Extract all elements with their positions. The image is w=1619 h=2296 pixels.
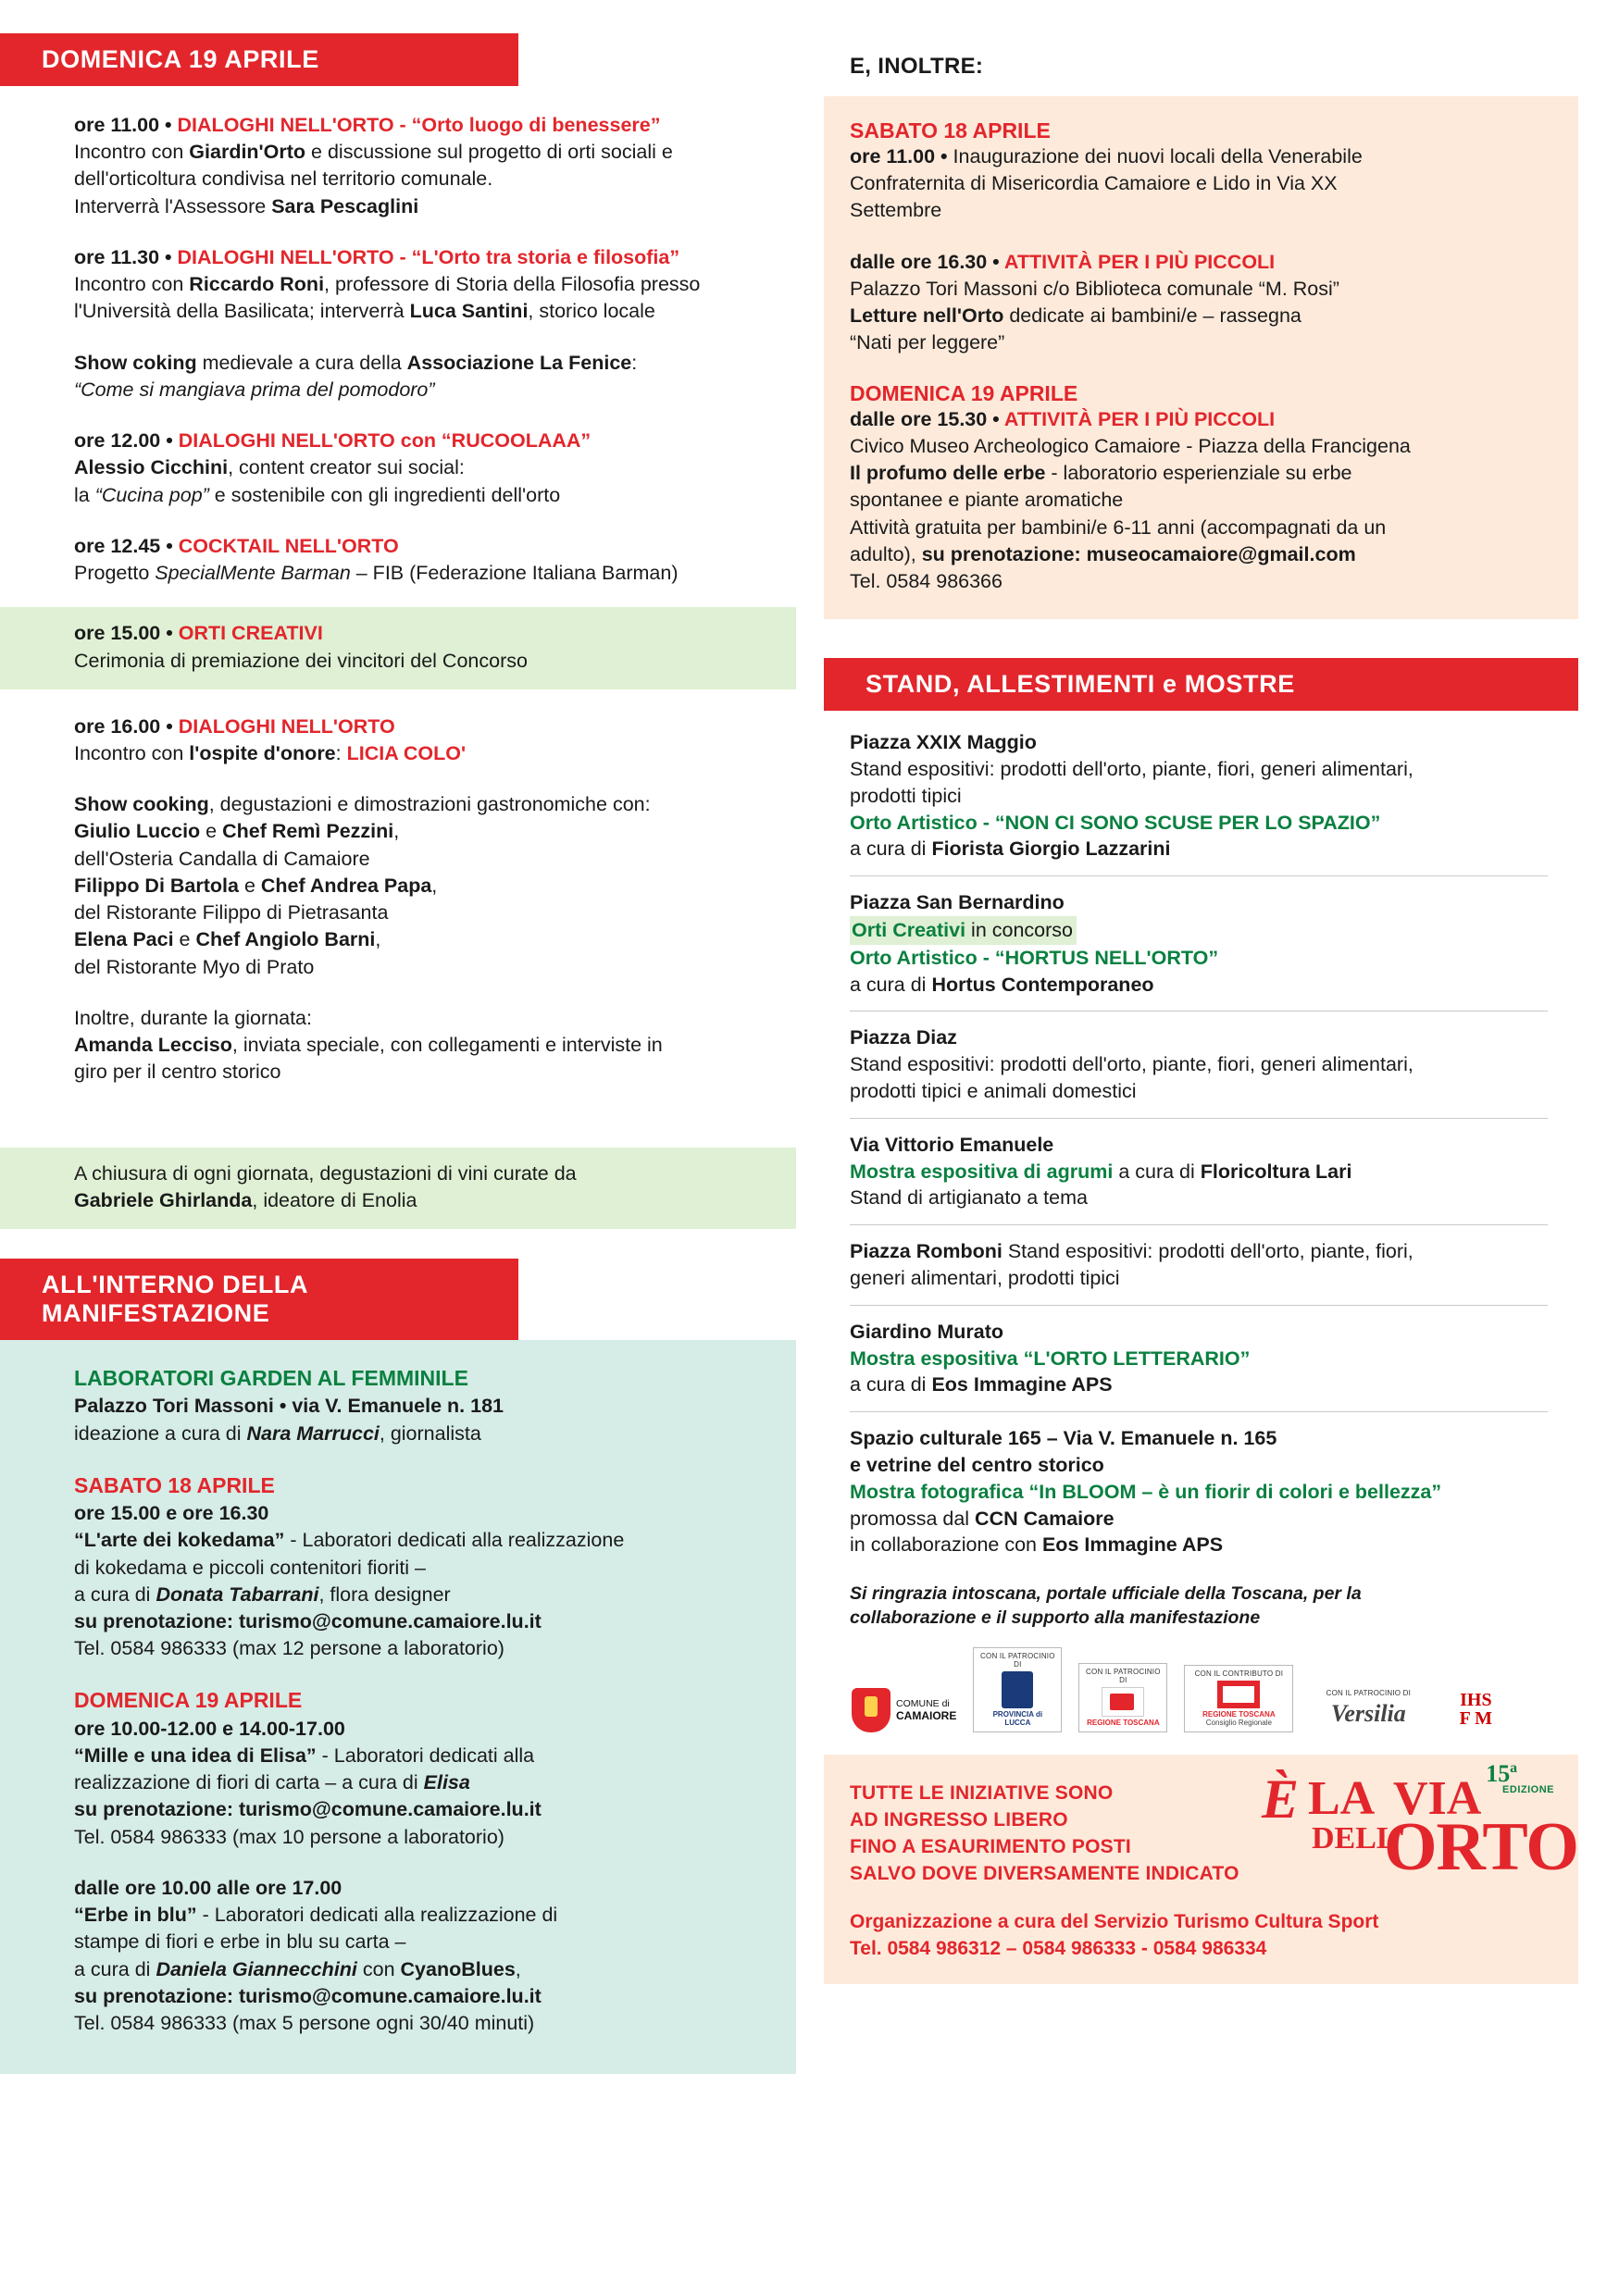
event-line: la “Cucina pop” e sostenibile con gli ingredienti dell'orto <box>74 483 561 506</box>
logo-misericordia <box>1443 1687 1508 1732</box>
logo-edition-label: EDIZIONE <box>1502 1783 1554 1795</box>
stand-entry <box>850 1238 1548 1292</box>
logo-regione-toscana: CON IL PATROCINIO DI REGIONE TOSCANA <box>1078 1663 1167 1732</box>
lab-line: Tel. 0584 986333 (max 10 persone a laboratorio) <box>74 1825 504 1848</box>
thanks-line: Si ringrazia intoscana, portale ufficiale della Toscana, per la <box>850 1583 1362 1605</box>
event-entry <box>74 350 759 403</box>
lab-line: dalle ore 10.00 alle ore 17.00 <box>74 1876 342 1899</box>
event-line: Show coking medievale a cura della Associazione La Fenice: <box>74 351 638 374</box>
laboratori-address: Palazzo Tori Massoni • via V. Emanuele n. 181 <box>74 1395 504 1418</box>
divider <box>850 1118 1548 1119</box>
event-line: Show cooking, degustazioni e dimostrazioni gastronomiche con: <box>74 793 651 816</box>
logo-e: È <box>1262 1768 1300 1830</box>
stand-line: Stand espositivi: prodotti dell'orto, piante, fiori, generi alimentari, <box>850 1053 1414 1076</box>
stand-line: Mostra espositiva di agrumi a cura di Floricoltura Lari <box>850 1160 1352 1183</box>
event-line: Incontro con Giardin'Orto e discussione sul progetto di orti sociali e <box>74 141 673 164</box>
lab-line: ore 10.00-12.00 e 14.00-17.00 <box>74 1717 345 1740</box>
laboratori-domenica-block <box>74 1716 759 1851</box>
heading-stand-allestimenti-mostre: STAND, ALLESTIMENTI e MOSTRE <box>824 658 1578 711</box>
stand-name: Piazza XXIX Maggio <box>850 731 1037 754</box>
event-line: Alessio Cicchini, content creator sui social: <box>74 456 465 479</box>
stand-line: generi alimentari, prodotti tipici <box>850 1267 1120 1290</box>
divider <box>850 1411 1548 1412</box>
logo-via: VIA <box>1393 1771 1482 1825</box>
stand-line: a cura di Fiorista Giorgio Lazzarini <box>850 838 1171 861</box>
event-line: Amanda Lecciso, inviata speciale, con collegamenti e interviste in <box>74 1034 663 1057</box>
vini-line: Gabriele Ghirlanda, ideatore di Enolia <box>74 1188 417 1211</box>
pegaso-icon <box>1102 1687 1144 1717</box>
stand-entry <box>850 1319 1548 1398</box>
divider <box>850 875 1548 876</box>
orti-creativi-time: ore 15.00 • <box>74 622 179 645</box>
inoltre-line: ore 11.00 • Inaugurazione dei nuovi locali della Venerabile <box>850 145 1363 168</box>
logo-provincia-caption: CON IL PATROCINIO DI <box>980 1651 1055 1669</box>
inoltre-line: spontanee e piante aromatiche <box>850 489 1124 512</box>
inoltre-line: Tel. 0584 986366 <box>850 570 1003 593</box>
logo-versilia <box>1310 1685 1426 1732</box>
inoltre-sabato-title: SABATO 18 APRILE <box>850 118 1051 143</box>
stand-name: Piazza Diaz <box>850 1026 957 1049</box>
stand-line: in collaborazione con Eos Immagine APS <box>850 1533 1224 1557</box>
event-entry <box>74 1005 759 1086</box>
banner-org2: Tel. 0584 986312 – 0584 986333 - 0584 986334 <box>850 1937 1267 1959</box>
heading-domenica-19-aprile: DOMENICA 19 APRILE <box>0 33 518 86</box>
stand-line: a cura di Eos Immagine APS <box>850 1373 1113 1396</box>
inoltre-line: Civico Museo Archeologico Camaiore - Piazza della Francigena <box>850 434 1411 457</box>
left-events-list-2 <box>0 714 796 1086</box>
event-line: Inoltre, durante la giornata: <box>74 1006 312 1029</box>
laboratori-sabato-block <box>74 1500 759 1662</box>
lab-line: ore 15.00 e ore 16.30 <box>74 1502 269 1525</box>
versilia-wordmark: Versilia <box>1330 1699 1406 1727</box>
inoltre-panel <box>824 96 1578 619</box>
heading-e-inoltre: E, INOLTRE: <box>850 54 984 79</box>
event-heading: ore 16.00 • DIALOGHI NELL'ORTO <box>74 714 395 738</box>
event-heading: ore 11.00 • DIALOGHI NELL'ORTO - “Orto luogo di benessere” <box>74 114 661 136</box>
stand-name: Spazio culturale 165 – Via V. Emanuele n. 165 <box>850 1427 1277 1450</box>
event-entry <box>74 533 759 587</box>
laboratori-title: LABORATORI GARDEN AL FEMMINILE <box>74 1366 468 1391</box>
lab-line: su prenotazione: turismo@comune.camaiore.lu.it <box>74 1609 542 1632</box>
crest-icon <box>852 1688 890 1732</box>
event-entry <box>74 112 759 220</box>
logo-consiglio-caption: CON IL CONTRIBUTO DI <box>1194 1669 1284 1678</box>
stand-line: Stand espositivi: prodotti dell'orto, piante, fiori, generi alimentari, <box>850 758 1414 781</box>
event-line: Incontro con l'ospite d'onore: LICIA COLO' <box>74 741 467 764</box>
stand-entry <box>850 1425 1548 1558</box>
inoltre-domenica-title: DOMENICA 19 APRILE <box>850 380 1078 405</box>
event-line: “Come si mangiava prima del pomodoro” <box>74 378 435 401</box>
event-heading: ore 12.00 • DIALOGHI NELL'ORTO con “RUCOOLAAA” <box>74 429 592 453</box>
logo-provincia-lucca: CON IL PATROCINIO DI PROVINCIA di LUCCA <box>973 1647 1062 1732</box>
inoltre-sabato-lines <box>850 143 1552 225</box>
stand-line: Orto Artistico - “HORTUS NELL'ORTO” <box>850 946 1219 969</box>
banner-line: AD INGRESSO LIBERO <box>850 1808 1068 1831</box>
event-line: Progetto SpecialMente Barman – FIB (Federazione Italiana Barman) <box>74 562 679 585</box>
stand-line: prodotti tipici e animali domestici <box>850 1080 1137 1103</box>
logo-edition-number: 15ª <box>1486 1759 1517 1787</box>
banner-line: TUTTE LE INIZIATIVE SONO <box>850 1781 1114 1804</box>
laboratori-ideazione: ideazione a cura di Nara Marrucci, giornalista <box>74 1421 481 1445</box>
stand-line: a cura di Hortus Contemporaneo <box>850 973 1154 996</box>
inoltre-line: Confraternita di Misericordia Camaiore e Lido in Via XX <box>850 172 1338 195</box>
stand-entry <box>850 729 1548 863</box>
event-entry <box>74 244 759 326</box>
inoltre-line: “Nati per leggere” <box>850 331 1005 354</box>
stand-entry <box>850 889 1548 998</box>
orti-creativi-text <box>74 620 759 674</box>
logo-la: LA <box>1308 1771 1376 1825</box>
left-events-container <box>74 112 759 587</box>
stand-line: Stand di artigianato a tema <box>850 1186 1088 1210</box>
logo-comune-label: COMUNE di CAMAIORE <box>896 1698 957 1722</box>
inoltre-line: Palazzo Tori Massoni c/o Biblioteca comunale “M. Rosi” <box>850 277 1339 300</box>
event-line: giro per il centro storico <box>74 1061 281 1084</box>
event-line: Filippo Di Bartola e Chef Andrea Papa, <box>74 874 438 897</box>
event-entry <box>74 714 759 767</box>
stands-container <box>850 729 1548 1558</box>
inoltre-piccoli1-title: dalle ore 16.30 • ATTIVITÀ PER I PIÙ PICCOLI <box>850 250 1276 273</box>
event-line: Incontro con Riccardo Roni, professore di Storia della Filosofia presso <box>74 273 701 296</box>
laboratori-sabato-title: SABATO 18 APRILE <box>74 1472 275 1497</box>
stand-line: promossa dal CCN Camaiore <box>850 1507 1115 1530</box>
stand-line: e vetrine del centro storico <box>850 1454 1104 1477</box>
orti-creativi-line: Cerimonia di premiazione dei vincitori del Concorso <box>74 649 528 672</box>
lab-line: realizzazione di fiori di carta – a cura di Elisa <box>74 1771 470 1794</box>
event-line: dell'Osteria Candalla di Camaiore <box>74 847 370 870</box>
stand-name: Via Vittorio Emanuele <box>850 1133 1054 1156</box>
vini-line: A chiusura di ogni giornata, degustazioni di vini curate da <box>74 1161 577 1185</box>
logo-comune-camaiore <box>852 1688 956 1732</box>
logo-dell: DELL' <box>1312 1820 1407 1855</box>
stand-name: Piazza Romboni Stand espositivi: prodotti dell'orto, piante, fiori, <box>850 1240 1414 1263</box>
thanks-note <box>850 1582 1548 1630</box>
stand-entry <box>850 1132 1548 1211</box>
left-events-list <box>0 112 796 587</box>
stand-name: Giardino Murato <box>850 1320 1004 1343</box>
logo-consiglio-regionale: CON IL CONTRIBUTO DI REGIONE TOSCANA Consiglio Regionale <box>1184 1665 1293 1732</box>
logo-versilia-caption: CON IL PATROCINIO DI <box>1326 1688 1412 1697</box>
stand-line: Orto Artistico - “NON CI SONO SCUSE PER LO SPAZIO” <box>850 811 1381 834</box>
left-events2-container <box>74 714 759 1086</box>
lab-line: su prenotazione: turismo@comune.camaiore.lu.it <box>74 1984 542 2007</box>
divider <box>850 1305 1548 1306</box>
lab-line: Tel. 0584 986333 (max 12 persone a laboratorio) <box>74 1637 504 1660</box>
divider <box>850 1224 1548 1225</box>
logo-regione-caption: CON IL PATROCINIO DI <box>1086 1667 1161 1684</box>
event-line: del Ristorante Myo di Prato <box>74 955 315 978</box>
stand-line: prodotti tipici <box>850 784 962 807</box>
orti-creativi-box <box>0 607 796 689</box>
vini-text <box>74 1160 759 1214</box>
event-heading: ore 11.30 • DIALOGHI NELL'ORTO - “L'Orto tra storia e filosofia” <box>74 245 680 268</box>
stand-entry <box>850 1024 1548 1104</box>
lab-line: stampe di fiori e erbe in blu su carta – <box>74 1930 406 1954</box>
inoltre-piccoli2-title: dalle ore 15.30 • ATTIVITÀ PER I PIÙ PICCOLI <box>850 407 1276 430</box>
lab-line: “Erbe in blu” - Laboratori dedicati alla realizzazione di <box>74 1904 558 1927</box>
event-line: Elena Paci e Chef Angiolo Barni, <box>74 928 381 951</box>
inoltre-piccoli2-lines <box>850 433 1552 595</box>
right-column <box>824 0 1578 1984</box>
heading-allinterno-manifestazione: ALL'INTERNO DELLA MANIFESTAZIONE <box>0 1259 518 1340</box>
vini-box <box>0 1148 796 1229</box>
event-heading: ore 12.45 • COCKTAIL NELL'ORTO <box>74 534 399 557</box>
inoltre-line: adulto), su prenotazione: museocamaiore@gmail.com <box>850 542 1356 565</box>
event-entry <box>74 791 759 981</box>
lab-line: “L'arte dei kokedama” - Laboratori dedicati alla realizzazione <box>74 1529 625 1552</box>
provincia-shield-icon <box>1002 1671 1033 1708</box>
laboratori-erbe-block <box>74 1875 759 2037</box>
event-line: l'Università della Basilicata; interverrà Luca Santini, storico locale <box>74 300 655 323</box>
info-banner <box>824 1755 1578 1985</box>
inoltre-line: Il profumo delle erbe - laboratorio esperienziale su erbe <box>850 462 1352 485</box>
inoltre-piccoli1-lines <box>850 276 1552 357</box>
stand-name: Piazza San Bernardino <box>850 891 1065 914</box>
event-line: Giulio Luccio e Chef Remì Pezzini, <box>74 820 400 843</box>
lab-line: “Mille e una idea di Elisa” - Laboratori dedicati alla <box>74 1744 535 1767</box>
orti-creativi-title: ORTI CREATIVI <box>178 622 323 645</box>
toscana-flag-icon <box>1217 1681 1260 1708</box>
logo-orto: ORTO <box>1384 1808 1578 1885</box>
left-column <box>0 0 796 2296</box>
lab-line: a cura di Daniela Giannecchini con CyanoBlues, <box>74 1957 521 1980</box>
inoltre-line: Attività gratuita per bambini/e 6-11 anni (accompagnati da un <box>850 515 1387 539</box>
thanks-line: collaborazione e il supporto alla manifestazione <box>850 1607 1261 1628</box>
logo-e-la-via-dell-orto <box>1254 1759 1578 1899</box>
inoltre-line: Settembre <box>850 199 942 222</box>
banner-org1: Organizzazione a cura del Servizio Turismo Cultura Sport <box>850 1910 1379 1932</box>
event-line: dell'orticoltura condivisa nel territorio comunale. <box>74 168 493 191</box>
laboratori-panel <box>0 1340 796 2074</box>
lab-line: su prenotazione: turismo@comune.camaiore.lu.it <box>74 1798 542 1821</box>
stand-line: Orti Creativi in concorso <box>850 916 1548 945</box>
lab-line: Tel. 0584 986333 (max 5 persone ogni 30/40 minuti) <box>74 2012 535 2035</box>
sponsor-logos <box>824 1631 1574 1742</box>
event-line: del Ristorante Filippo di Pietrasanta <box>74 901 389 925</box>
lab-line: a cura di Donata Tabarrani, flora designer <box>74 1582 451 1606</box>
misericordia-icon: IHS F M <box>1459 1689 1493 1729</box>
banner-line: SALVO DOVE DIVERSAMENTE INDICATO <box>850 1862 1239 1884</box>
banner-line: FINO A ESAURIMENTO POSTI <box>850 1835 1131 1857</box>
laboratori-domenica-title: DOMENICA 19 APRILE <box>74 1688 303 1713</box>
inoltre-line: Letture nell'Orto dedicate ai bambini/e – rassegna <box>850 304 1301 328</box>
stand-line: Mostra fotografica “In BLOOM – è un fiorir di colori e bellezza” <box>850 1480 1442 1503</box>
lab-line: di kokedama e piccoli contenitori fioriti – <box>74 1556 427 1579</box>
stands-list <box>824 729 1574 1558</box>
event-entry <box>74 428 759 509</box>
stand-line: Mostra espositiva “L'ORTO LETTERARIO” <box>850 1347 1251 1370</box>
event-line: Interverrà l'Assessore Sara Pescaglini <box>74 194 419 217</box>
